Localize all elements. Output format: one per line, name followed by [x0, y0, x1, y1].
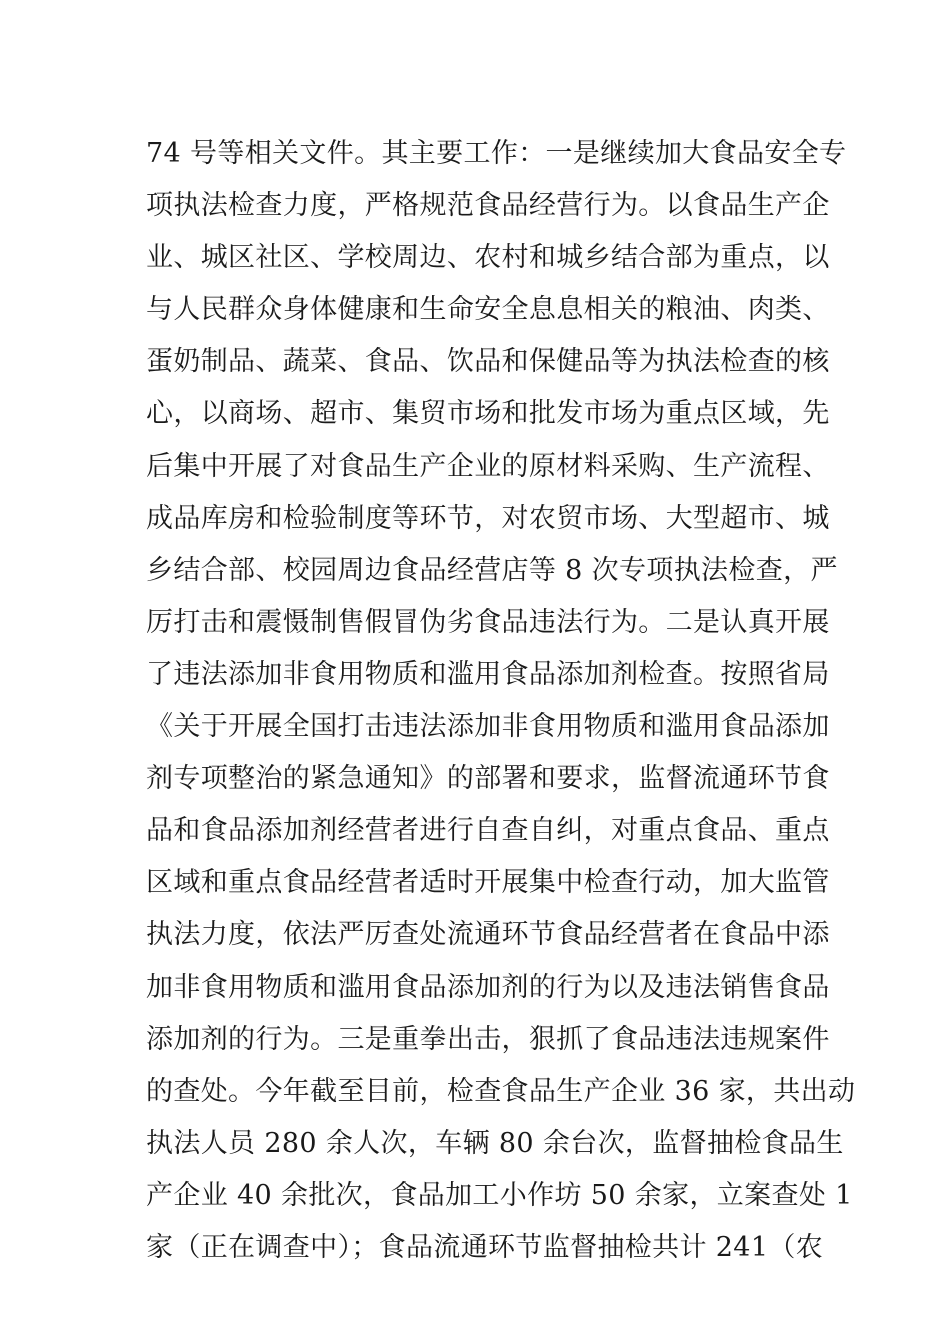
text-line: 与人民群众身体健康和生命安全息息相关的粮油、肉类、	[146, 294, 830, 326]
text-line: 《关于开展全国打击违法添加非食用物质和滥用食品添加	[146, 711, 830, 743]
text-line: 了违法添加非食用物质和滥用食品添加剂检查。按照省局	[146, 658, 830, 690]
text-line: 的查处。今年截至目前，检查食品生产企业 36 家，共出动	[146, 1075, 856, 1107]
text-line: 74 号等相关文件。其主要工作：一是继续加大食品安全专	[146, 138, 847, 169]
text-line: 厉打击和震慑制售假冒伪劣食品违法行为。二是认真开展	[146, 606, 830, 638]
text-line: 剂专项整治的紧急通知》的部署和要求，监督流通环节食	[146, 763, 830, 795]
text-line: 产企业 40 余批次，食品加工小作坊 50 余家，立案查处 1	[146, 1179, 853, 1211]
text-line: 乡结合部、校园周边食品经营店等 8 次专项执法检查，严	[146, 554, 838, 586]
text-line: 后集中开展了对食品生产企业的原材料采购、生产流程、	[146, 450, 830, 482]
text-line: 业、城区社区、学校周边、农村和城乡结合部为重点，以	[146, 242, 830, 274]
text-line: 成品库房和检验制度等环节，对农贸市场、大型超市、城	[146, 502, 830, 534]
text-line: 执法人员 280 余人次，车辆 80 余台次，监督抽检食品生	[146, 1127, 844, 1159]
text-line: 心，以商场、超市、集贸市场和批发市场为重点区域，先	[146, 398, 830, 430]
text-line: 品和食品添加剂经营者进行自查自纠，对重点食品、重点	[146, 815, 830, 847]
text-line: 加非食用物质和滥用食品添加剂的行为以及违法销售食品	[146, 971, 830, 1003]
body-text	[146, 128, 856, 1274]
text-line: 项执法检查力度，严格规范食品经营行为。以食品生产企	[146, 190, 830, 222]
text-line: 执法力度，依法严厉查处流通环节食品经营者在食品中添	[146, 919, 830, 951]
text-line: 区域和重点食品经营者适时开展集中检查行动，加大监管	[146, 867, 830, 899]
text-line: 蛋奶制品、蔬菜、食品、饮品和保健品等为执法检查的核	[146, 346, 830, 378]
text-line: 家（正在调查中）；食品流通环节监督抽检共计 241（农	[146, 1231, 824, 1263]
text-line: 添加剂的行为。三是重拳出击，狠抓了食品违法违规案件	[146, 1023, 830, 1055]
